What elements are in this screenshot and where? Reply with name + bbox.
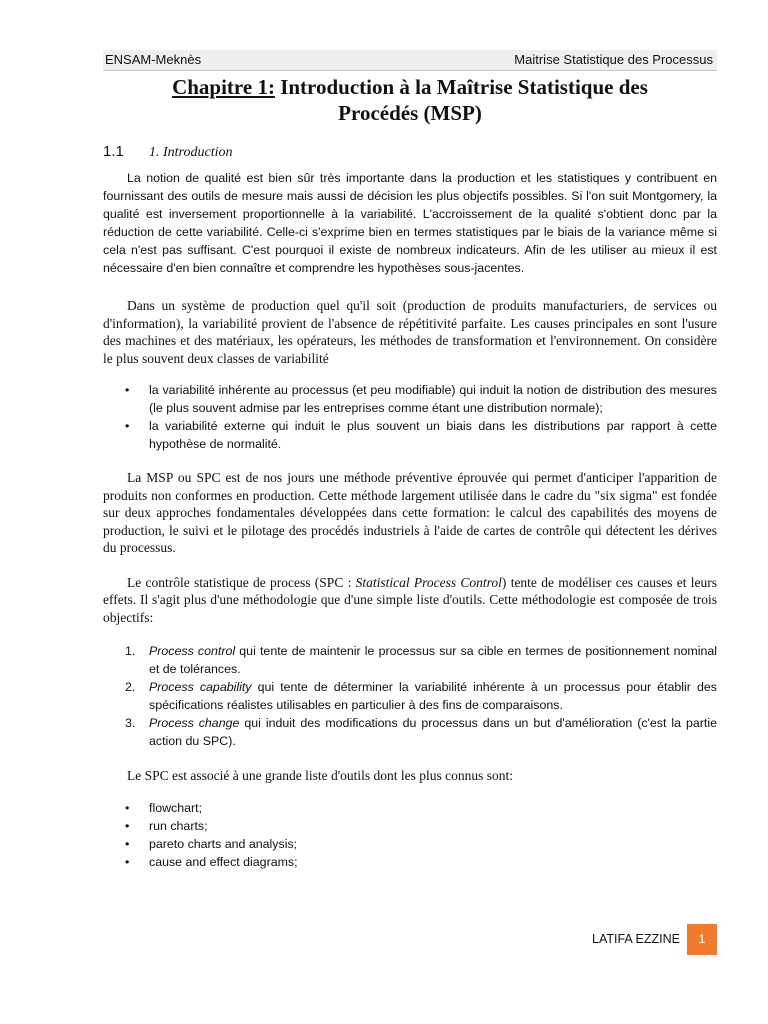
item-text: qui tente de déterminer la variabilité inhérente à un processus pour établir des spécifications réalistes utilisables en particulier à des fins de comparaisons. bbox=[149, 680, 717, 712]
paragraph-5: Le SPC est associé à une grande liste d'outils dont les plus connus sont: bbox=[127, 768, 514, 783]
list-item: • run charts; bbox=[103, 817, 717, 835]
list-item bbox=[103, 678, 717, 714]
list-item: • cause and effect diagrams; bbox=[103, 853, 717, 871]
page-number-badge: 1 bbox=[687, 924, 717, 955]
paragraph-4-end: ) tente de modéliser ces causes et leurs effets. Il s'agit plus d'une méthodologie que d'une simple liste d'outils. Cette méthodologie est composée de trois objectifs: bbox=[103, 574, 717, 625]
tools-list bbox=[103, 799, 717, 871]
list-item: • la variabilité externe qui induit le plus souvent un biais dans les distributions par rapport à cette hypothèse de normalité. bbox=[103, 417, 717, 453]
chapter-title-line1: Introduction à la Maîtrise Statistique des bbox=[274, 75, 648, 99]
item-number: 3. bbox=[125, 716, 136, 730]
header-course: Maitrise Statistique des Processus bbox=[514, 52, 713, 67]
paragraph-2: Dans un système de production quel qu'il soit (production de produits manufacturiers, de services ou d'information), la variabilité provient de l'absence de répétitivité parfaite. Les causes principales en sont l'usure des machines et des matériaux, les opérateurs, les méthodes de transformation et l'environnement. On considère le plus souvent deux classes de variabilité bbox=[103, 298, 717, 366]
page-content bbox=[103, 169, 717, 871]
page-header bbox=[103, 50, 717, 71]
list-item: • pareto charts and analysis; bbox=[103, 835, 717, 853]
chapter-title bbox=[103, 74, 717, 126]
list-item: • flowchart; bbox=[103, 799, 717, 817]
item-number: 1. bbox=[125, 644, 136, 658]
paragraph-1: La notion de qualité est bien sûr très importante dans la production et les statistiques y contribuent en fournissant des outils de mesure mais aussi de décision les plus objectifs possibles. Si l'on suit Montgomery, la qualité est inversement proportionnelle à la variabilité. L'accroissement de la qualité s'obtient donc par la réduction de cette variabilité. Celle-ci s'exprime bien en termes statistiques par le biais de la variance même si cela n'est pas suffisant. C'est pourquoi il existe de nombreux indicateurs. Afin de les utiliser au mieux il est nécessaire d'en bien connaître et comprendre les hypothèses sous-jacentes. bbox=[103, 171, 717, 275]
paragraph-4-italic: Statistical Process Control bbox=[355, 574, 502, 590]
header-school: ENSAM-Meknès bbox=[105, 52, 202, 67]
item-term: Process capability bbox=[149, 680, 252, 694]
paragraph-4 bbox=[103, 574, 717, 627]
objectives-list bbox=[103, 642, 717, 750]
item-text: qui induit des modifications du processus dans un but d'amélioration (c'est la partie action du SPC). bbox=[149, 716, 717, 748]
list-item bbox=[103, 642, 717, 678]
paragraph-4-start: Le contrôle statistique de process (SPC : bbox=[127, 574, 356, 590]
list-item: • la variabilité inhérente au processus (et peu modifiable) qui induit la notion de distribution des mesures (le plus souvent admise par les entreprises comme étant une distribution normale); bbox=[103, 381, 717, 417]
variability-list bbox=[103, 381, 717, 453]
item-term: Process control bbox=[149, 644, 236, 658]
item-text: qui tente de maintenir le processus sur sa cible en termes de positionnement nominal et de tolérances. bbox=[149, 644, 717, 676]
footer-author: LATIFA EZZINE bbox=[592, 932, 680, 946]
list-item bbox=[103, 714, 717, 750]
item-term: Process change bbox=[149, 716, 240, 730]
chapter-title-line2: Procédés (MSP) bbox=[338, 101, 482, 125]
section-title: 1. Introduction bbox=[149, 145, 233, 160]
item-number: 2. bbox=[125, 680, 136, 694]
chapter-label: Chapitre 1: bbox=[172, 75, 275, 99]
section-number: 1.1 bbox=[103, 143, 124, 160]
paragraph-3: La MSP ou SPC est de nos jours une méthode préventive éprouvée qui permet d'anticiper l'apparition de produits non conformes en production. Cette méthode largement utilisée dans le cadre du "six sigma" est fondée sur deux approches fondamentales développées dans cette formation: le calcul des capabilités des moyens de production, le suivi et le pilotage des procédés industriels à l'aide de cartes de contrôle qui détectent les dérives du processus. bbox=[103, 470, 717, 555]
section-heading bbox=[103, 143, 232, 161]
